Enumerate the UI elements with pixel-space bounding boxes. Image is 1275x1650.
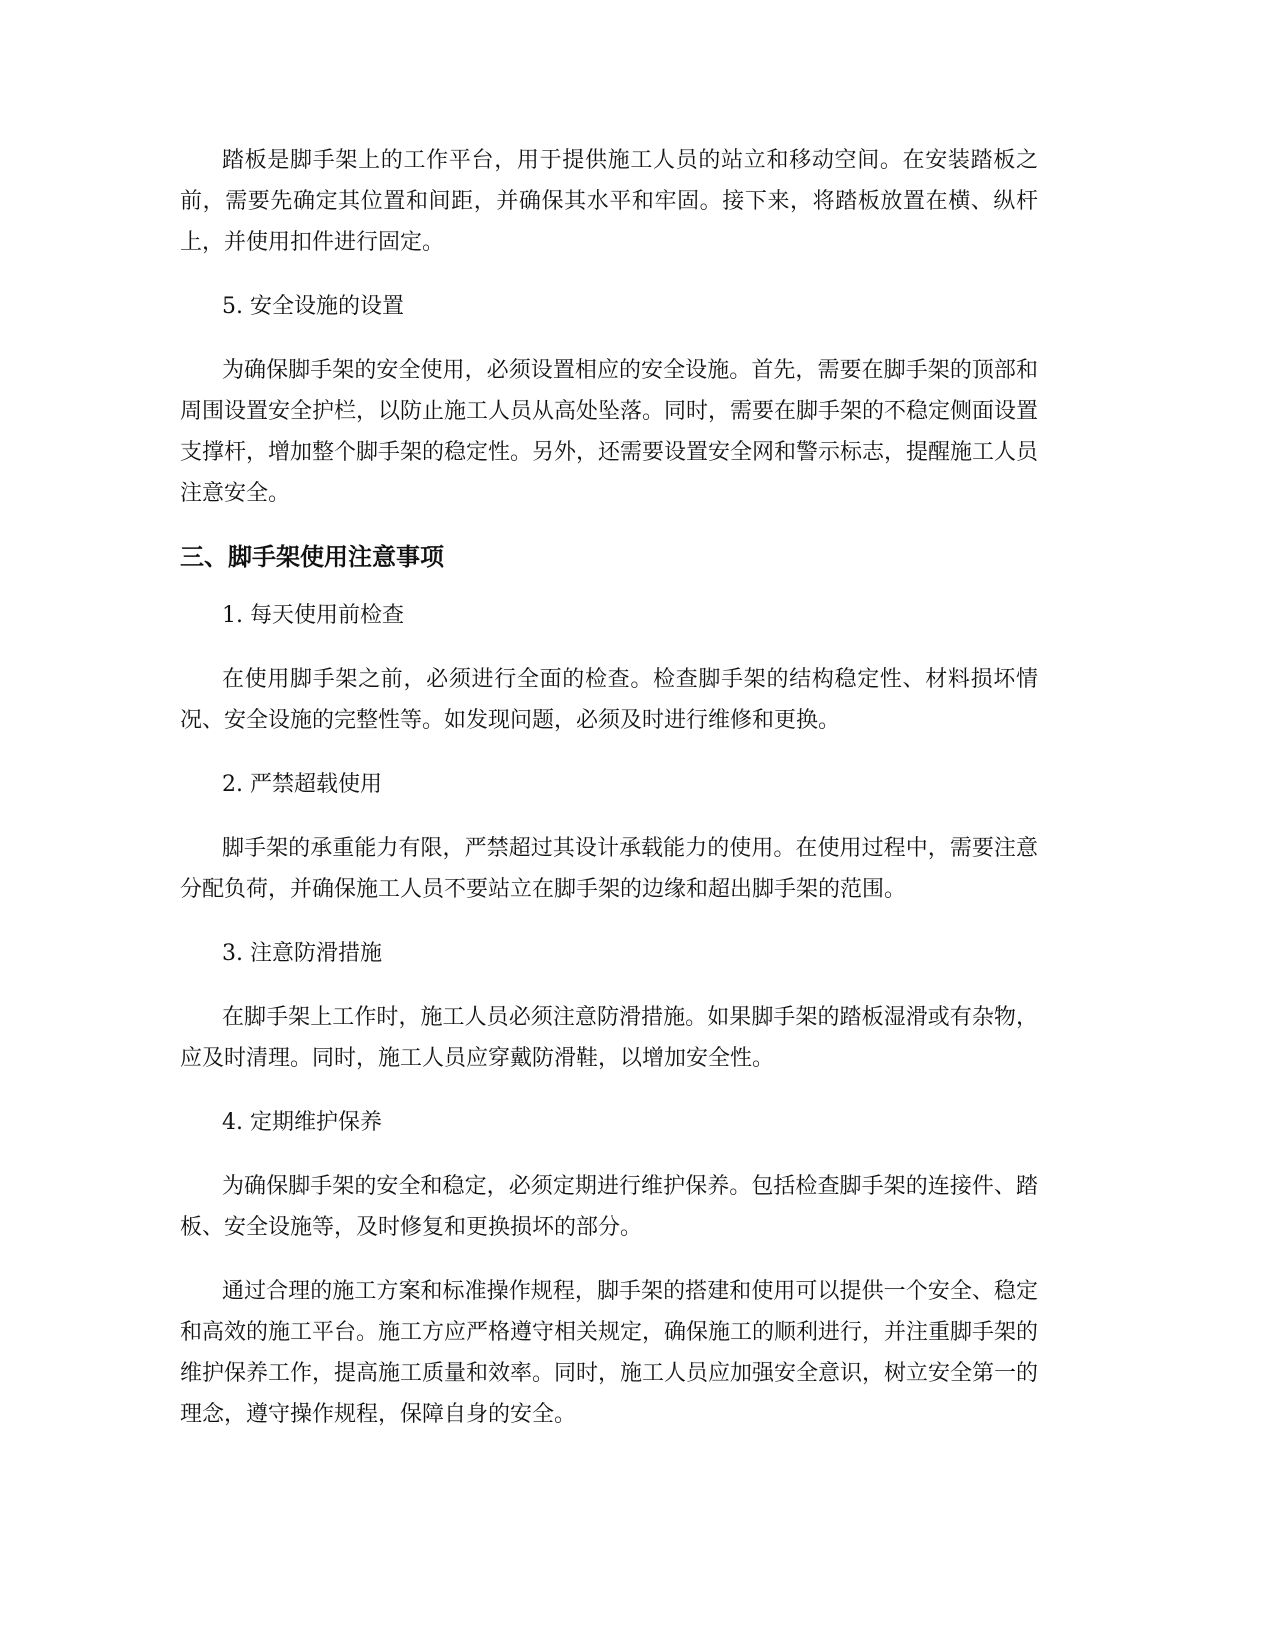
list-item-safety-facilities: 5. 安全设施的设置 (222, 294, 404, 319)
section-heading-usage-notes: 三、脚手架使用注意事项 (180, 543, 444, 571)
paragraph-anti-slip: 在脚手架上工作时，施工人员必须注意防滑措施。如果脚手架的踏板湿滑或有杂物，应及时清理。同时，施工人员应穿戴防滑鞋，以增加安全性。 (180, 1005, 1038, 1071)
list-item-daily-inspection: 1. 每天使用前检查 (222, 603, 404, 628)
list-item-anti-slip: 3. 注意防滑措施 (222, 941, 382, 966)
paragraph-daily-inspection: 在使用脚手架之前，必须进行全面的检查。检查脚手架的结构稳定性、材料损坏情况、安全设施的完整性等。如发现问题，必须及时进行维修和更换。 (180, 667, 1038, 733)
paragraph-no-overload: 脚手架的承重能力有限，严禁超过其设计承载能力的使用。在使用过程中，需要注意分配负荷，并确保施工人员不要站立在脚手架的边缘和超出脚手架的范围。 (180, 836, 1038, 902)
paragraph-scaffold-boards: 踏板是脚手架上的工作平台，用于提供施工人员的站立和移动空间。在安装踏板之前，需要先确定其位置和间距，并确保其水平和牢固。接下来，将踏板放置在横、纵杆上，并使用扣件进行固定。 (180, 148, 1038, 255)
document-page (180, 140, 1038, 1458)
list-item-maintenance: 4. 定期维护保养 (222, 1110, 382, 1135)
paragraph-conclusion: 通过合理的施工方案和标准操作规程，脚手架的搭建和使用可以提供一个安全、稳定和高效的施工平台。施工方应严格遵守相关规定，确保施工的顺利进行，并注重脚手架的维护保养工作，提高施工质量和效率。同时，施工人员应加强安全意识，树立安全第一的理念，遵守操作规程，保障自身的安全。 (180, 1279, 1039, 1427)
paragraph-maintenance: 为确保脚手架的安全和稳定，必须定期进行维护保养。包括检查脚手架的连接件、踏板、安全设施等，及时修复和更换损坏的部分。 (180, 1174, 1038, 1240)
paragraph-safety-facilities: 为确保脚手架的安全使用，必须设置相应的安全设施。首先，需要在脚手架的顶部和周围设置安全护栏，以防止施工人员从高处坠落。同时，需要在脚手架的不稳定侧面设置支撑杆，增加整个脚手架的稳定性。另外，还需要设置安全网和警示标志，提醒施工人员注意安全。 (180, 358, 1039, 506)
list-item-no-overload: 2. 严禁超载使用 (222, 772, 382, 797)
